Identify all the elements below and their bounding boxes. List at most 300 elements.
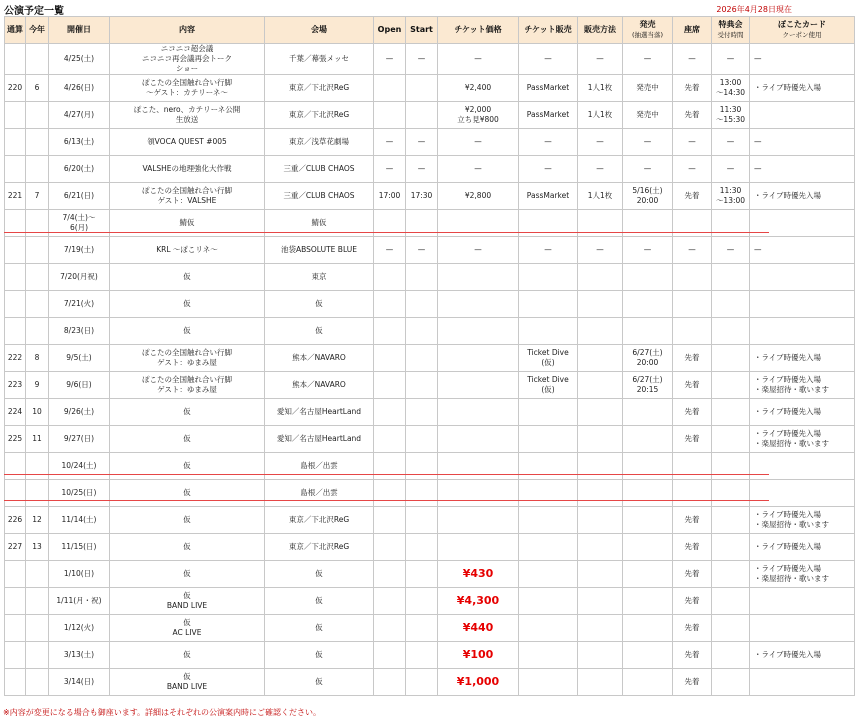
cell-release — [623, 291, 673, 318]
cell-open — [374, 426, 406, 453]
cell-release — [623, 615, 673, 642]
cell-seating — [673, 291, 712, 318]
cell-text: ・楽屋招待・歌います — [754, 439, 829, 449]
cell-text: 発売中 — [636, 83, 659, 93]
cell-text: 仮 — [183, 569, 191, 579]
cell-text: ゲスト：VALSHE — [157, 196, 217, 206]
cell-text: 東京／下北沢ReG — [288, 110, 350, 120]
cell-total-no — [5, 399, 26, 426]
cell-ticket-sales — [519, 44, 578, 75]
cell-sales-method — [578, 507, 623, 534]
cell-release — [623, 345, 673, 372]
table-row — [5, 210, 855, 237]
cell-open — [374, 156, 406, 183]
cell-price — [438, 156, 519, 183]
cell-sales-method — [578, 237, 623, 264]
cell-text: 9 — [34, 380, 40, 390]
cell-total-no — [5, 44, 26, 75]
cell-year-no — [26, 507, 49, 534]
cell-text: 仮 — [183, 618, 191, 628]
cell-start — [406, 75, 438, 102]
cell-text: 9/5(土) — [66, 353, 92, 363]
cell-year-no — [26, 75, 49, 102]
cell-sales-method — [578, 156, 623, 183]
cell-date — [49, 44, 110, 75]
column-header-label: 販売方法 — [584, 24, 616, 34]
cell-event-time — [712, 291, 750, 318]
cell-event-time — [712, 345, 750, 372]
cell-content — [110, 102, 265, 129]
cell-text: 仮 — [183, 461, 191, 471]
cell-text: 仮 — [183, 542, 191, 552]
cell-ticket-sales — [519, 318, 578, 345]
cell-text: — — [754, 54, 762, 64]
cell-ticket-sales — [519, 156, 578, 183]
cell-text: — — [688, 164, 696, 174]
cell-coupon — [750, 588, 855, 615]
cell-coupon — [750, 318, 855, 345]
cell-text: ・ライブ時優先入場 — [754, 407, 822, 417]
cell-text: 島根／出雲 — [300, 461, 338, 471]
cell-open — [374, 372, 406, 399]
column-header — [712, 17, 750, 44]
cell-text: 仮 — [183, 434, 191, 444]
cell-seating — [673, 399, 712, 426]
cell-text: Ticket Dive — [527, 375, 569, 385]
cell-text: PassMarket — [526, 83, 570, 93]
cell-text: — — [754, 137, 762, 147]
cell-start — [406, 156, 438, 183]
cell-text: 8/23(日) — [63, 326, 95, 336]
cell-seating — [673, 102, 712, 129]
cell-coupon — [750, 345, 855, 372]
cell-text: — — [596, 54, 604, 64]
cell-text: 仮 — [315, 326, 323, 336]
page-title: 公演予定一覧 — [4, 6, 64, 17]
cell-text: 20:00 — [636, 358, 659, 368]
cell-text: 仮 — [183, 407, 191, 417]
cell-open — [374, 399, 406, 426]
cell-year-no — [26, 237, 49, 264]
cell-text: 仮 — [183, 326, 191, 336]
cell-price — [438, 561, 519, 588]
cell-event-time — [712, 453, 750, 480]
cell-text: 仮 — [315, 596, 323, 606]
cell-text: 9/6(日) — [66, 380, 92, 390]
cell-event-time — [712, 264, 750, 291]
cell-seating — [673, 642, 712, 669]
cell-date — [49, 129, 110, 156]
cell-text: — — [417, 164, 426, 174]
cell-ticket-sales — [519, 372, 578, 399]
cell-text: ぽこたの全国触れ合い行脚 — [142, 78, 232, 88]
cell-open — [374, 345, 406, 372]
column-header — [673, 17, 712, 44]
cell-year-no — [26, 615, 49, 642]
cell-text: 11 — [32, 434, 42, 444]
cell-ticket-sales — [519, 129, 578, 156]
cell-event-time — [712, 399, 750, 426]
cell-date — [49, 480, 110, 507]
cell-date — [49, 237, 110, 264]
cell-price — [438, 669, 519, 696]
cell-ticket-sales — [519, 534, 578, 561]
cell-text: ・楽屋招待・歌います — [754, 574, 829, 584]
cell-venue — [265, 642, 374, 669]
column-header-label: 会場 — [311, 24, 327, 34]
cell-seating — [673, 264, 712, 291]
cell-text: 11:30 — [719, 186, 742, 196]
cell-venue — [265, 561, 374, 588]
cell-release — [623, 426, 673, 453]
cell-start — [406, 237, 438, 264]
cell-open — [374, 588, 406, 615]
cell-text: — — [643, 54, 652, 64]
cell-content — [110, 453, 265, 480]
cell-coupon — [750, 183, 855, 210]
cell-text: — — [417, 54, 426, 64]
cell-start — [406, 507, 438, 534]
cell-text: — — [688, 137, 696, 147]
table-row — [5, 44, 855, 75]
table-row — [5, 561, 855, 588]
cell-text: — — [544, 245, 552, 255]
cell-seating — [673, 318, 712, 345]
column-header — [750, 17, 855, 44]
cell-text: 13 — [32, 542, 42, 552]
cell-content — [110, 399, 265, 426]
cell-text: 仮 — [183, 515, 191, 525]
cell-text: 221 — [7, 191, 23, 201]
cell-content — [110, 669, 265, 696]
cell-text: 仮 — [315, 623, 323, 633]
cell-text: — — [474, 137, 482, 147]
cell-start — [406, 480, 438, 507]
cell-total-no — [5, 345, 26, 372]
cell-coupon — [750, 210, 855, 237]
cell-date — [49, 75, 110, 102]
cell-ticket-sales — [519, 291, 578, 318]
cell-year-no — [26, 588, 49, 615]
cell-content — [110, 318, 265, 345]
cell-price — [438, 318, 519, 345]
cell-date — [49, 399, 110, 426]
cell-content — [110, 264, 265, 291]
cell-seating — [673, 561, 712, 588]
footnote: ※内容が変更になる場合も御座います。詳細はそれぞれの公演案内時にご確認ください。 — [3, 708, 322, 717]
cell-open — [374, 561, 406, 588]
cell-start — [406, 318, 438, 345]
cell-event-time — [712, 75, 750, 102]
cell-price — [438, 102, 519, 129]
cell-text: Ticket Dive — [527, 348, 569, 358]
cell-text: ・ライブ時優先入場 — [754, 83, 822, 93]
cell-event-time — [712, 480, 750, 507]
cell-text: 仮 — [183, 488, 191, 498]
cell-year-no — [26, 669, 49, 696]
cell-text: — — [417, 137, 426, 147]
cell-year-no — [26, 210, 49, 237]
cell-text: 発売中 — [636, 110, 659, 120]
cell-text: ぽこた、nero、カテリーネ公開 — [133, 105, 241, 115]
cell-sales-method — [578, 669, 623, 696]
cell-date — [49, 264, 110, 291]
cell-total-no — [5, 372, 26, 399]
cell-text: 立ち見¥800 — [457, 115, 499, 125]
cell-coupon — [750, 426, 855, 453]
cell-open — [374, 453, 406, 480]
table-row — [5, 318, 855, 345]
cell-text: — — [726, 137, 735, 147]
cell-text: 先着 — [684, 677, 700, 687]
cell-text: ・ライブ時優先入場 — [754, 650, 822, 660]
cell-text: 6/27(土) — [632, 348, 663, 358]
column-header-label: 内容 — [179, 24, 195, 34]
column-header-label: ぽこたカード — [778, 20, 826, 30]
cell-text: 先着 — [684, 542, 700, 552]
cell-text: ぽこたの全国触れ合い行脚 — [142, 375, 232, 385]
cell-event-time — [712, 561, 750, 588]
cell-ticket-sales — [519, 480, 578, 507]
cell-text: — — [385, 164, 394, 174]
table-row — [5, 291, 855, 318]
as-of-date: 2026年4月28日現在 — [716, 5, 792, 14]
cell-text: 6 — [34, 83, 40, 93]
cell-text: — — [643, 164, 652, 174]
cell-ticket-sales — [519, 183, 578, 210]
cell-text: — — [643, 137, 652, 147]
table-row — [5, 399, 855, 426]
cell-text: (仮) — [541, 358, 555, 368]
cell-event-time — [712, 210, 750, 237]
cell-text: 226 — [7, 515, 23, 525]
cell-text: 6(月) — [69, 223, 89, 233]
cell-sales-method — [578, 345, 623, 372]
cell-start — [406, 399, 438, 426]
cell-text: 熊本／NAVARO — [292, 353, 346, 363]
cell-sales-method — [578, 372, 623, 399]
cell-open — [374, 480, 406, 507]
cell-venue — [265, 156, 374, 183]
column-header-label: チケット価格 — [454, 24, 502, 34]
cell-seating — [673, 237, 712, 264]
cell-start — [406, 561, 438, 588]
cell-sales-method — [578, 534, 623, 561]
cell-total-no — [5, 561, 26, 588]
cell-venue — [265, 507, 374, 534]
cell-year-no — [26, 534, 49, 561]
cell-total-no — [5, 183, 26, 210]
cell-year-no — [26, 156, 49, 183]
cell-release — [623, 534, 673, 561]
cell-venue — [265, 75, 374, 102]
cell-event-time — [712, 615, 750, 642]
column-header-sublabel: 受付時間 — [717, 31, 744, 40]
column-header — [623, 17, 673, 44]
table-row — [5, 237, 855, 264]
cell-open — [374, 183, 406, 210]
cell-text: 224 — [7, 407, 23, 417]
cell-release — [623, 372, 673, 399]
cell-content — [110, 588, 265, 615]
cell-text: — — [474, 54, 482, 64]
cell-date — [49, 588, 110, 615]
cell-seating — [673, 669, 712, 696]
cell-text: 13:00 — [719, 78, 742, 88]
cell-date — [49, 183, 110, 210]
cell-text: ゲスト：ゆまみ屋 — [157, 385, 217, 395]
cell-coupon — [750, 156, 855, 183]
cell-text: 1人1枚 — [587, 110, 613, 120]
cell-text: 12 — [32, 515, 42, 525]
cell-price — [438, 210, 519, 237]
cell-total-no — [5, 426, 26, 453]
cell-text: 東京／下北沢ReG — [288, 83, 350, 93]
cell-text: ～14:30 — [715, 88, 746, 98]
cell-total-no — [5, 453, 26, 480]
cell-price — [438, 453, 519, 480]
cell-price — [438, 345, 519, 372]
cell-seating — [673, 588, 712, 615]
cell-date — [49, 210, 110, 237]
cell-event-time — [712, 534, 750, 561]
cell-sales-method — [578, 210, 623, 237]
cell-text: ゲスト：ゆまみ屋 — [157, 358, 217, 368]
cell-sales-method — [578, 44, 623, 75]
cell-event-time — [712, 156, 750, 183]
cell-date — [49, 318, 110, 345]
cell-sales-method — [578, 264, 623, 291]
cell-coupon — [750, 75, 855, 102]
cell-open — [374, 291, 406, 318]
cell-content — [110, 75, 265, 102]
cell-sales-method — [578, 399, 623, 426]
cell-coupon — [750, 642, 855, 669]
cell-text: 6/13(土) — [63, 137, 95, 147]
cell-event-time — [712, 372, 750, 399]
cell-text: ¥440 — [462, 620, 494, 634]
table-header-row — [5, 17, 855, 44]
table-row — [5, 507, 855, 534]
cell-text: — — [385, 54, 394, 64]
cell-text: PassMarket — [526, 191, 570, 201]
cell-year-no — [26, 44, 49, 75]
cell-start — [406, 615, 438, 642]
cell-text: 11/15(日) — [61, 542, 97, 552]
cell-text: 1/11(月・祝) — [56, 596, 102, 606]
cell-text: — — [688, 245, 696, 255]
cell-price — [438, 507, 519, 534]
cell-text: 島根／出雲 — [300, 488, 338, 498]
cell-text: — — [544, 54, 552, 64]
cell-date — [49, 534, 110, 561]
cell-seating — [673, 453, 712, 480]
column-header — [578, 17, 623, 44]
cell-text: ¥100 — [462, 647, 494, 661]
cell-text: ¥2,400 — [464, 83, 492, 93]
cell-text: 先着 — [684, 191, 700, 201]
cell-text: 先着 — [684, 596, 700, 606]
cell-text: 領VOCA QUEST #005 — [147, 137, 227, 147]
cell-event-time — [712, 237, 750, 264]
cell-text: — — [726, 164, 735, 174]
cell-text: 仮 — [183, 591, 191, 601]
cell-release — [623, 642, 673, 669]
cell-open — [374, 129, 406, 156]
cell-ticket-sales — [519, 453, 578, 480]
cell-release — [623, 318, 673, 345]
cell-text: 先着 — [684, 83, 700, 93]
cell-release — [623, 129, 673, 156]
cell-text: 仮 — [315, 650, 323, 660]
cell-text: 千葉／幕張メッセ — [289, 54, 349, 64]
cell-start — [406, 129, 438, 156]
cell-total-no — [5, 210, 26, 237]
cell-text: 4/27(月) — [63, 110, 95, 120]
cell-text: 先着 — [684, 650, 700, 660]
cell-text: — — [726, 245, 735, 255]
column-header-label: 特典会 — [718, 20, 743, 30]
cell-text: ¥1,000 — [456, 674, 500, 688]
cell-total-no — [5, 507, 26, 534]
cell-text: 先着 — [684, 623, 700, 633]
column-header-label: Start — [410, 24, 433, 34]
cell-date — [49, 453, 110, 480]
cell-price — [438, 588, 519, 615]
cell-ticket-sales — [519, 237, 578, 264]
cell-date — [49, 102, 110, 129]
cell-total-no — [5, 642, 26, 669]
cell-venue — [265, 480, 374, 507]
cell-price — [438, 615, 519, 642]
cell-year-no — [26, 183, 49, 210]
cell-price — [438, 291, 519, 318]
cell-year-no — [26, 372, 49, 399]
cell-venue — [265, 615, 374, 642]
cell-seating — [673, 480, 712, 507]
cell-coupon — [750, 453, 855, 480]
cell-event-time — [712, 669, 750, 696]
cell-price — [438, 44, 519, 75]
cell-text: 6/27(土) — [632, 375, 663, 385]
cell-total-no — [5, 264, 26, 291]
table-row — [5, 129, 855, 156]
cell-text: 3/14(日) — [63, 677, 95, 687]
cell-venue — [265, 291, 374, 318]
cell-venue — [265, 318, 374, 345]
cell-date — [49, 426, 110, 453]
cell-seating — [673, 75, 712, 102]
cell-text: 鯖仮 — [311, 218, 327, 228]
cell-text: 仮 — [183, 672, 191, 682]
column-header-label: 開催日 — [67, 24, 91, 34]
cell-text: ・ライブ時優先入場 — [754, 542, 822, 552]
table-row — [5, 426, 855, 453]
cell-release — [623, 210, 673, 237]
cell-start — [406, 426, 438, 453]
cell-seating — [673, 210, 712, 237]
cell-text: 17:00 — [378, 191, 401, 201]
cell-year-no — [26, 318, 49, 345]
cell-date — [49, 642, 110, 669]
table-row — [5, 183, 855, 210]
cell-text: 225 — [7, 434, 23, 444]
cell-price — [438, 237, 519, 264]
cell-venue — [265, 102, 374, 129]
cell-text: — — [596, 137, 604, 147]
cell-text: 3/13(土) — [63, 650, 95, 660]
cell-seating — [673, 426, 712, 453]
